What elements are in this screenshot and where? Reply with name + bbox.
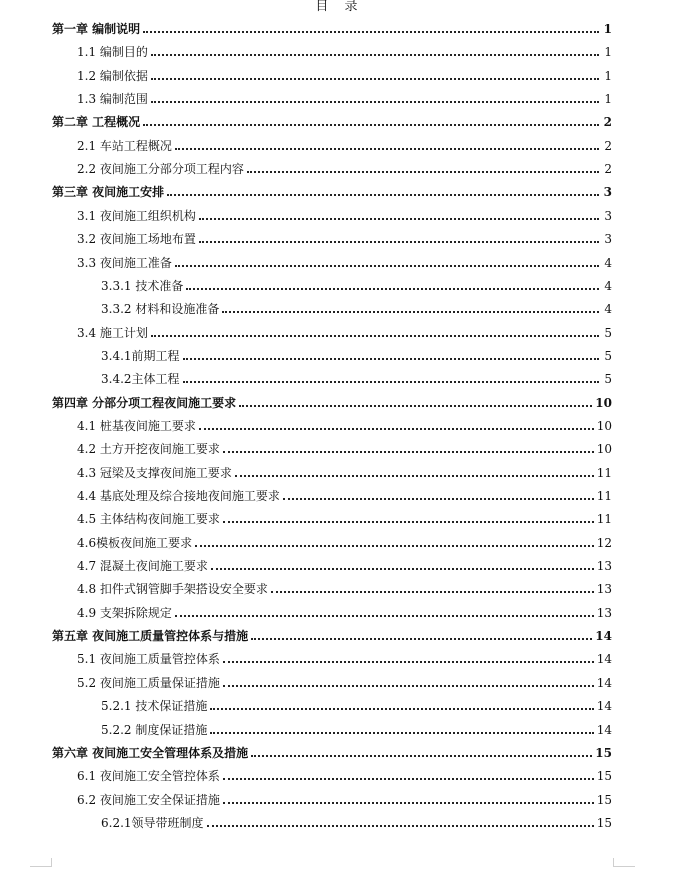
toc-chapter-entry[interactable] xyxy=(52,113,612,129)
page-corner-mark-left-vertical xyxy=(51,858,52,867)
toc-dot-leader xyxy=(207,813,594,827)
toc-section-entry[interactable] xyxy=(77,791,612,807)
toc-page-number: 4 xyxy=(604,302,612,317)
toc-page-number: 3 xyxy=(604,232,612,247)
toc-dot-leader xyxy=(210,720,593,734)
toc-subsection-entry[interactable] xyxy=(101,814,612,830)
toc-dot-leader xyxy=(222,299,599,313)
toc-entry-title: 6.1 夜间施工安全管控体系 xyxy=(77,769,220,784)
toc-page-number: 1 xyxy=(604,68,612,83)
toc-page-number: 14 xyxy=(596,675,612,690)
toc-entry-title: 4.9 支架拆除规定 xyxy=(77,605,172,620)
toc-page-number: 11 xyxy=(596,489,612,503)
toc-section-entry[interactable] xyxy=(77,604,612,620)
toc-dot-leader xyxy=(151,89,599,103)
toc-entry-title: 5.2 夜间施工质量保证措施 xyxy=(77,675,220,690)
toc-entry-title: 4.7 混凝土夜间施工要求 xyxy=(77,559,208,574)
toc-page-number: 15 xyxy=(595,745,612,760)
toc-entry-title: 第三章 夜间施工安排 xyxy=(52,185,165,200)
toc-dot-leader xyxy=(143,112,599,126)
toc-entry-title: 3.3.1 技术准备 xyxy=(101,278,184,293)
toc-subsection-entry[interactable] xyxy=(101,370,612,386)
toc-page-number: 3 xyxy=(603,185,612,200)
toc-page-number: 4 xyxy=(604,278,612,293)
toc-section-entry[interactable] xyxy=(77,767,612,783)
toc-dot-leader xyxy=(199,206,599,220)
toc-section-entry[interactable] xyxy=(77,160,612,176)
toc-dot-leader xyxy=(199,229,599,243)
toc-section-entry[interactable] xyxy=(77,324,612,340)
toc-page-number: 10 xyxy=(595,395,612,410)
toc-dot-leader xyxy=(167,182,599,196)
toc-section-entry[interactable] xyxy=(77,254,612,270)
toc-entry-title: 6.2.1领导带班制度 xyxy=(101,815,204,830)
toc-page-number: 5 xyxy=(604,325,612,340)
toc-subsection-entry[interactable] xyxy=(101,697,612,713)
toc-page-number: 14 xyxy=(596,722,612,737)
toc-entry-title: 2.2 夜间施工分部分项工程内容 xyxy=(77,162,244,177)
toc-dot-leader xyxy=(151,66,599,80)
toc-page-number: 3 xyxy=(604,208,612,223)
toc-dot-leader xyxy=(143,19,599,33)
toc-entry-title: 第六章 夜间施工安全管理体系及措施 xyxy=(52,745,249,760)
toc-entry-title: 第二章 工程概况 xyxy=(52,115,141,130)
toc-dot-leader xyxy=(223,509,594,523)
toc-chapter-entry[interactable] xyxy=(52,183,612,199)
toc-dot-leader xyxy=(283,486,594,500)
toc-entry-title: 1.3 编制范围 xyxy=(77,92,148,107)
toc-chapter-entry[interactable] xyxy=(52,394,612,410)
toc-dot-leader xyxy=(151,323,599,337)
toc-entry-title: 1.1 编制目的 xyxy=(77,45,148,60)
toc-page-number: 11 xyxy=(596,465,612,480)
toc-entry-title: 3.2 夜间施工场地布置 xyxy=(77,232,196,247)
toc-section-entry[interactable] xyxy=(77,464,612,480)
toc-entry-title: 第四章 分部分项工程夜间施工要求 xyxy=(52,395,237,410)
toc-dot-leader xyxy=(223,790,594,804)
toc-dot-leader xyxy=(223,649,594,663)
toc-page-number: 5 xyxy=(604,348,612,363)
toc-entry-title: 5.2.2 制度保证措施 xyxy=(101,722,208,737)
toc-entry-title: 2.1 车站工程概况 xyxy=(77,138,172,153)
toc-page-number: 12 xyxy=(596,535,612,550)
toc-title: 目 录 xyxy=(315,0,364,14)
toc-dot-leader xyxy=(183,346,599,360)
toc-subsection-entry[interactable] xyxy=(101,277,612,293)
toc-dot-leader xyxy=(183,369,599,383)
toc-page-number: 13 xyxy=(596,582,612,597)
toc-entry-title: 4.8 扣件式钢管脚手架搭设安全要求 xyxy=(77,582,268,597)
toc-entry-title: 3.3 夜间施工准备 xyxy=(77,255,172,270)
toc-entry-title: 3.4.1前期工程 xyxy=(101,348,180,363)
toc-entry-title: 第一章 编制说明 xyxy=(52,22,141,36)
toc-section-entry[interactable] xyxy=(77,137,612,153)
toc-dot-leader xyxy=(211,556,594,570)
toc-page-number: 14 xyxy=(596,652,612,667)
toc-page-number: 1 xyxy=(604,45,612,60)
toc-dot-leader xyxy=(210,696,593,710)
toc-page-number: 15 xyxy=(596,769,612,784)
page-corner-mark-right xyxy=(613,866,635,867)
toc-section-entry[interactable] xyxy=(77,650,612,666)
toc-page-number: 2 xyxy=(603,115,612,130)
toc-section-entry[interactable] xyxy=(77,90,612,106)
toc-section-entry[interactable] xyxy=(77,67,612,83)
toc-page-number: 15 xyxy=(596,815,612,830)
toc-chapter-entry[interactable] xyxy=(52,20,612,36)
toc-entry-title: 5.2.1 技术保证措施 xyxy=(101,699,208,714)
toc-dot-leader xyxy=(175,136,599,150)
toc-entry-title: 第五章 夜间施工质量管控体系与措施 xyxy=(52,629,249,644)
toc-entry-title: 5.1 夜间施工质量管控体系 xyxy=(77,652,220,667)
toc-entry-title: 1.2 编制依据 xyxy=(77,68,148,83)
toc-entry-title: 3.4.2主体工程 xyxy=(101,372,180,387)
toc-dot-leader xyxy=(271,579,594,593)
toc-subsection-entry[interactable] xyxy=(101,300,612,316)
toc-dot-leader xyxy=(247,159,599,173)
toc-dot-leader xyxy=(175,253,599,267)
toc-entry-title: 3.4 施工计划 xyxy=(77,325,148,340)
toc-page-number: 1 xyxy=(603,22,612,36)
toc-page-number: 5 xyxy=(604,372,612,387)
toc-page-number: 10 xyxy=(596,442,612,457)
toc-entry-title: 4.6模板夜间施工要求 xyxy=(77,535,193,550)
toc-page-number: 14 xyxy=(596,699,612,714)
toc-dot-leader xyxy=(223,766,594,780)
toc-entry-title: 6.2 夜间施工安全保证措施 xyxy=(77,792,220,807)
toc-dot-leader xyxy=(223,673,594,687)
toc-page-number: 13 xyxy=(596,559,612,574)
toc-entry-title: 3.1 夜间施工组织机构 xyxy=(77,208,196,223)
toc-page-number: 1 xyxy=(604,92,612,107)
toc-chapter-entry[interactable] xyxy=(52,627,612,643)
toc-dot-leader xyxy=(235,463,594,477)
toc-entry-title: 4.3 冠梁及支撑夜间施工要求 xyxy=(77,465,232,480)
toc-dot-leader xyxy=(175,603,594,617)
page-corner-mark-right-vertical xyxy=(613,858,614,867)
toc-section-entry[interactable] xyxy=(77,417,612,433)
toc-section-entry[interactable] xyxy=(77,510,612,526)
toc-section-entry[interactable] xyxy=(77,440,612,456)
toc-page-number: 4 xyxy=(604,255,612,270)
toc-page-number: 14 xyxy=(595,629,612,644)
toc-chapter-entry[interactable] xyxy=(52,744,612,760)
toc-page-number: 11 xyxy=(596,512,612,527)
toc-dot-leader xyxy=(251,743,592,757)
toc-section-entry[interactable] xyxy=(77,230,612,246)
toc-entry-title: 4.5 主体结构夜间施工要求 xyxy=(77,512,220,527)
toc-page-number: 13 xyxy=(596,605,612,620)
toc-dot-leader xyxy=(186,276,599,290)
toc-dot-leader xyxy=(151,42,599,56)
toc-dot-leader xyxy=(251,626,592,640)
toc-entry-title: 3.3.2 材料和设施准备 xyxy=(101,302,220,317)
toc-section-entry[interactable] xyxy=(77,674,612,690)
toc-section-entry[interactable] xyxy=(77,557,612,573)
toc-section-entry[interactable] xyxy=(77,534,612,550)
toc-section-entry[interactable] xyxy=(77,207,612,223)
toc-section-entry[interactable] xyxy=(77,43,612,59)
page-corner-mark-left xyxy=(30,866,52,867)
toc-subsection-entry[interactable] xyxy=(101,721,612,737)
toc-entry-title: 4.1 桩基夜间施工要求 xyxy=(77,418,196,433)
toc-dot-leader xyxy=(195,533,594,547)
toc-entry-title: 4.2 土方开挖夜间施工要求 xyxy=(77,442,220,457)
toc-section-entry[interactable] xyxy=(77,580,612,596)
toc-entry-title: 4.4 基底处理及综合接地夜间施工要求 xyxy=(77,489,280,503)
toc-page-number: 2 xyxy=(604,138,612,153)
toc-page-number: 10 xyxy=(596,418,612,433)
toc-dot-leader xyxy=(239,393,592,407)
toc-dot-leader xyxy=(199,416,594,430)
toc-page-number: 2 xyxy=(604,162,612,177)
toc-dot-leader xyxy=(223,439,594,453)
toc-subsection-entry[interactable] xyxy=(101,347,612,363)
toc-section-entry[interactable] xyxy=(77,487,612,503)
toc-page-number: 15 xyxy=(596,792,612,807)
